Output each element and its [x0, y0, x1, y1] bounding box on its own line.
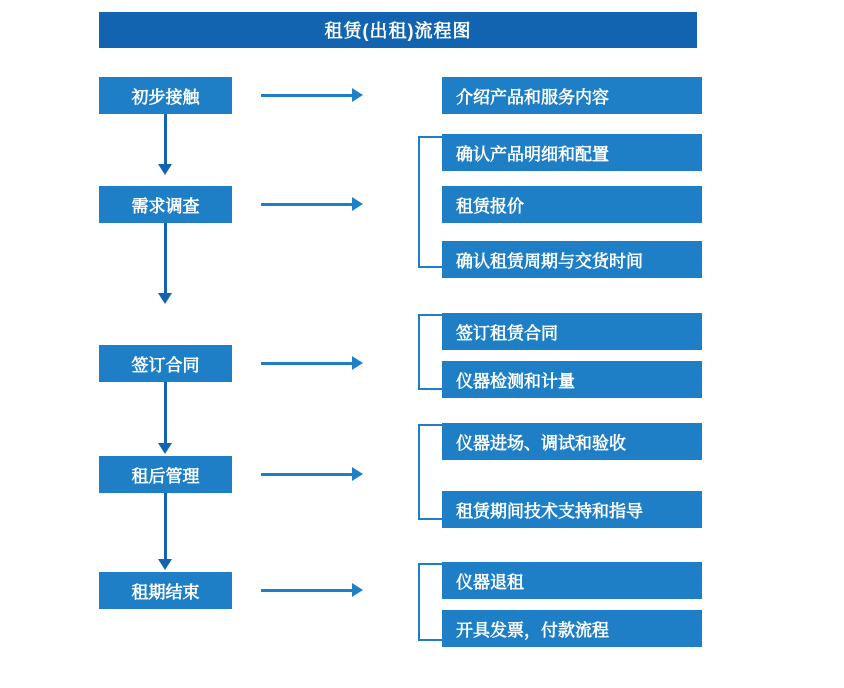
connector-line-2 [261, 362, 353, 365]
detail-node-1-0[interactable]: 确认产品明细和配置 [442, 134, 702, 171]
detail-node-1-1[interactable]: 租赁报价 [442, 186, 702, 223]
stage-link-arrow-0-1 [158, 164, 172, 175]
detail-bracket-3 [418, 424, 442, 520]
detail-node-2-0[interactable]: 签订租赁合同 [442, 313, 702, 350]
connector-arrow-4 [352, 583, 363, 597]
connector-line-1 [261, 203, 353, 206]
connector-arrow-0 [352, 88, 363, 102]
connector-arrow-3 [352, 467, 363, 481]
page-title: 租赁(出租)流程图 [99, 12, 697, 48]
stage-link-3-4 [164, 493, 167, 561]
stage-link-arrow-1-2 [158, 293, 172, 304]
stage-node-2[interactable]: 签订合同 [99, 345, 232, 382]
stage-node-1[interactable]: 需求调查 [99, 186, 232, 223]
connector-line-3 [261, 473, 353, 476]
stage-node-3[interactable]: 租后管理 [99, 456, 232, 493]
detail-node-2-1[interactable]: 仪器检测和计量 [442, 361, 702, 398]
stage-link-2-3 [164, 382, 167, 445]
connector-line-4 [261, 589, 353, 592]
connector-arrow-1 [352, 197, 363, 211]
detail-bracket-2 [418, 314, 442, 390]
connector-line-0 [261, 94, 353, 97]
stage-link-1-2 [164, 223, 167, 295]
stage-node-4[interactable]: 租期结束 [99, 572, 232, 609]
connector-arrow-2 [352, 356, 363, 370]
detail-node-0-0[interactable]: 介绍产品和服务内容 [442, 77, 702, 114]
detail-bracket-4 [418, 563, 442, 641]
detail-node-4-0[interactable]: 仪器退租 [442, 562, 702, 599]
detail-node-3-0[interactable]: 仪器进场、调试和验收 [442, 423, 702, 460]
detail-node-1-2[interactable]: 确认租赁周期与交货时间 [442, 241, 702, 278]
stage-link-0-1 [164, 114, 167, 166]
detail-node-4-1[interactable]: 开具发票，付款流程 [442, 610, 702, 647]
stage-link-arrow-3-4 [158, 559, 172, 570]
detail-bracket-1 [418, 136, 442, 268]
detail-node-3-1[interactable]: 租赁期间技术支持和指导 [442, 491, 702, 528]
stage-link-arrow-2-3 [158, 443, 172, 454]
stage-node-0[interactable]: 初步接触 [99, 77, 232, 114]
